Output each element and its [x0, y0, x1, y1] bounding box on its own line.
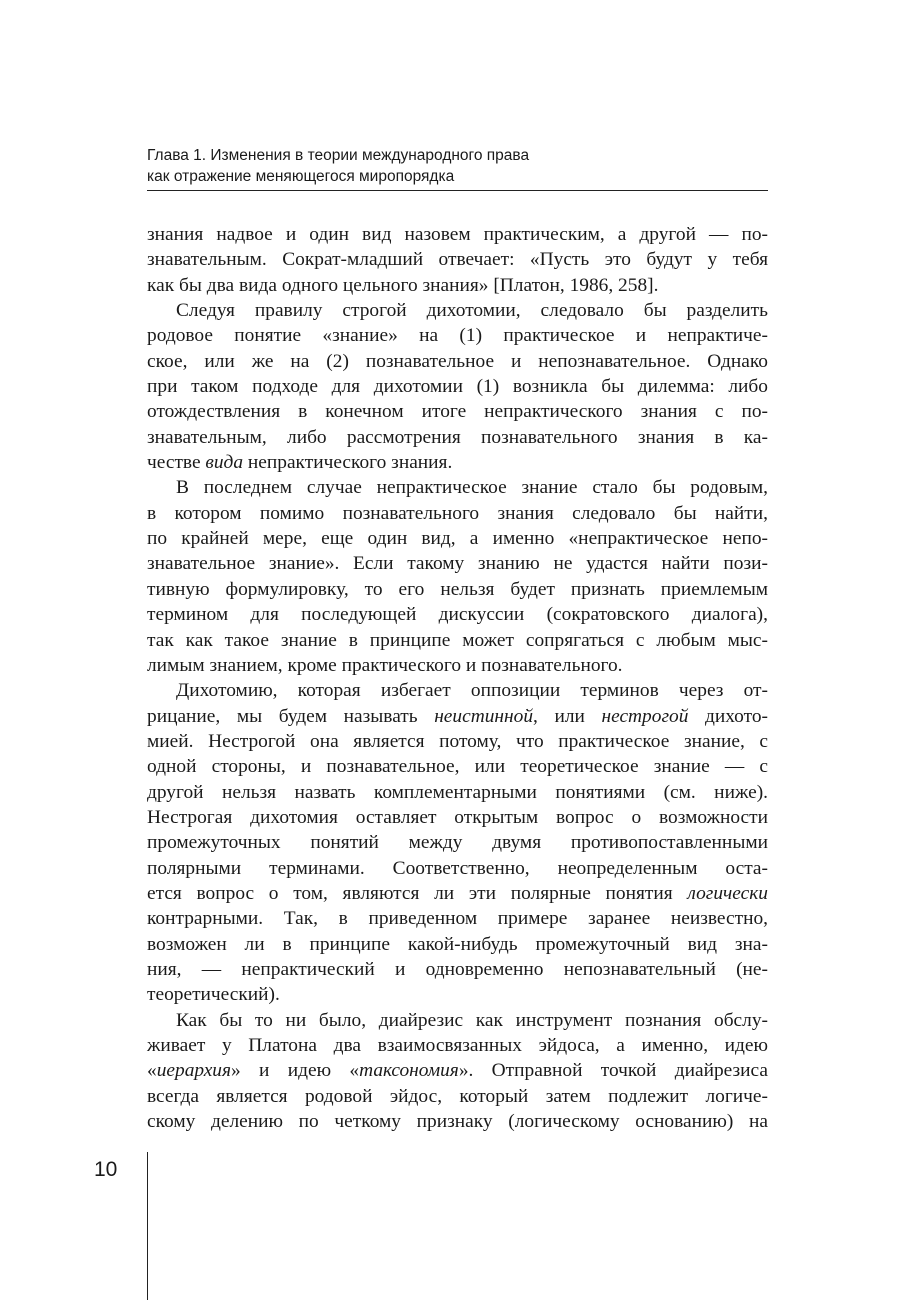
- page-number-rule: [147, 1152, 148, 1300]
- text-line: [147, 704, 768, 729]
- italic-term: логически: [687, 882, 768, 904]
- text-line: [147, 881, 768, 906]
- text-line: другой нельзя назвать комплементарными понятиями (см. ниже).: [147, 781, 768, 803]
- page-number: 10: [94, 1158, 118, 1181]
- italic-term: вида: [205, 452, 244, 474]
- text-line: полярными терминами. Соответственно, неопределенным оста-: [147, 857, 768, 879]
- text-line: Нестрогая дихотомия оставляет открытым вопрос о возможности: [147, 806, 768, 828]
- text-run: ется вопрос о том, являются ли эти полярные понятия: [147, 882, 688, 904]
- text-line: ское, или же на (2) познавательное и непознавательное. Однако: [147, 350, 768, 372]
- text-line: при таком подходе для дихотомии (1) возникла бы дилемма: либо: [147, 376, 768, 398]
- text-line: скому делению по четкому признаку (логическому основанию) на: [147, 1111, 768, 1133]
- text-line: знания надвое и один вид назовем практическим, а другой — по-: [147, 224, 768, 245]
- text-run: непрактического знания.: [243, 452, 453, 474]
- text-line: отождествления в конечном итоге непрактического знания с по-: [147, 401, 768, 423]
- paragraph-3: [147, 475, 768, 678]
- text-line: так как такое знание в принципе может сопрягаться с любым мыс-: [147, 629, 768, 651]
- text-line: одной стороны, и познавательное, или теоретическое знание — с: [147, 756, 768, 778]
- text-line: В последнем случае непрактическое знание стало бы родовым,: [176, 477, 768, 499]
- text-line: всегда является родовой эйдос, который затем подлежит логиче-: [147, 1085, 768, 1107]
- running-header-line-1: Глава 1. Изменения в теории международного права: [147, 147, 530, 164]
- text-run: ». Отправной точкой диайрезиса: [458, 1060, 768, 1082]
- text-line: живает у Платона два взаимосвязанных эйдоса, а именно, идею: [147, 1035, 768, 1056]
- text-line: мией. Нестрогой она является потому, что практическое знание, с: [147, 730, 768, 752]
- text-line: родовое понятие «знание» на (1) практическое и непрактиче-: [147, 325, 768, 347]
- header-rule: [147, 190, 768, 191]
- text-line: термином для последующей дискуссии (сократовского диалога),: [147, 604, 768, 626]
- text-run: честве: [147, 452, 206, 474]
- text-line: контрарными. Так, в приведенном примере заранее неизвестно,: [147, 908, 768, 930]
- text-line: знавательное знание». Если такому знанию не удастся найти пози-: [147, 553, 768, 575]
- running-header-line-2: как отражение меняющегося миропорядка: [147, 168, 455, 185]
- italic-term: иерархия: [156, 1060, 232, 1082]
- italic-term: таксономия: [359, 1060, 459, 1082]
- text-line: лимым знанием, кроме практического и познавательного.: [147, 654, 623, 676]
- text-line: как бы два вида одного цельного знания» [Платон, 1986, 258].: [147, 274, 659, 296]
- text-run: » и идею «: [231, 1060, 360, 1082]
- text-run: рицание, мы будем называть: [147, 705, 435, 727]
- text-line: тивную формулировку, то его нельзя будет признать приемлемым: [147, 578, 768, 600]
- text-line: знавательным, либо рассмотрения познавательного знания в ка-: [147, 426, 768, 448]
- text-run: «: [147, 1060, 157, 1082]
- text-line: знавательным. Сократ-младший отвечает: «Пусть это будут у тебя: [147, 249, 768, 271]
- text-line: [147, 450, 768, 475]
- text-line: теоретический).: [147, 984, 280, 1006]
- paragraph-4: [147, 678, 768, 1007]
- text-run: , или: [533, 705, 602, 727]
- running-header: [147, 145, 767, 187]
- text-line: [147, 1058, 768, 1083]
- text-line: возможен ли в принципе какой-нибудь промежуточный вид зна-: [147, 933, 768, 955]
- body-text: [147, 222, 768, 1134]
- italic-term: неистинной: [434, 705, 534, 727]
- text-line: Как бы то ни было, диайрезис как инструмент познания обслу-: [176, 1009, 768, 1031]
- text-run: дихото-: [688, 705, 768, 727]
- text-line: в котором помимо познавательного знания следовало бы найти,: [147, 502, 768, 524]
- text-line: по крайней мере, еще один вид, а именно «непрактическое непо-: [147, 528, 768, 550]
- italic-term: нестрогой: [601, 705, 689, 727]
- paragraph-5: [147, 1008, 768, 1135]
- text-line: Следуя правилу строгой дихотомии, следовало бы разделить: [176, 300, 768, 322]
- text-line: Дихотомию, которая избегает оппозиции терминов через от-: [176, 680, 768, 702]
- text-line: ния, — непрактический и одновременно непознавательный (не-: [147, 958, 768, 980]
- paragraph-2: [147, 298, 768, 475]
- text-line: промежуточных понятий между двумя противопоставленными: [147, 832, 768, 854]
- paragraph-1: [147, 222, 768, 298]
